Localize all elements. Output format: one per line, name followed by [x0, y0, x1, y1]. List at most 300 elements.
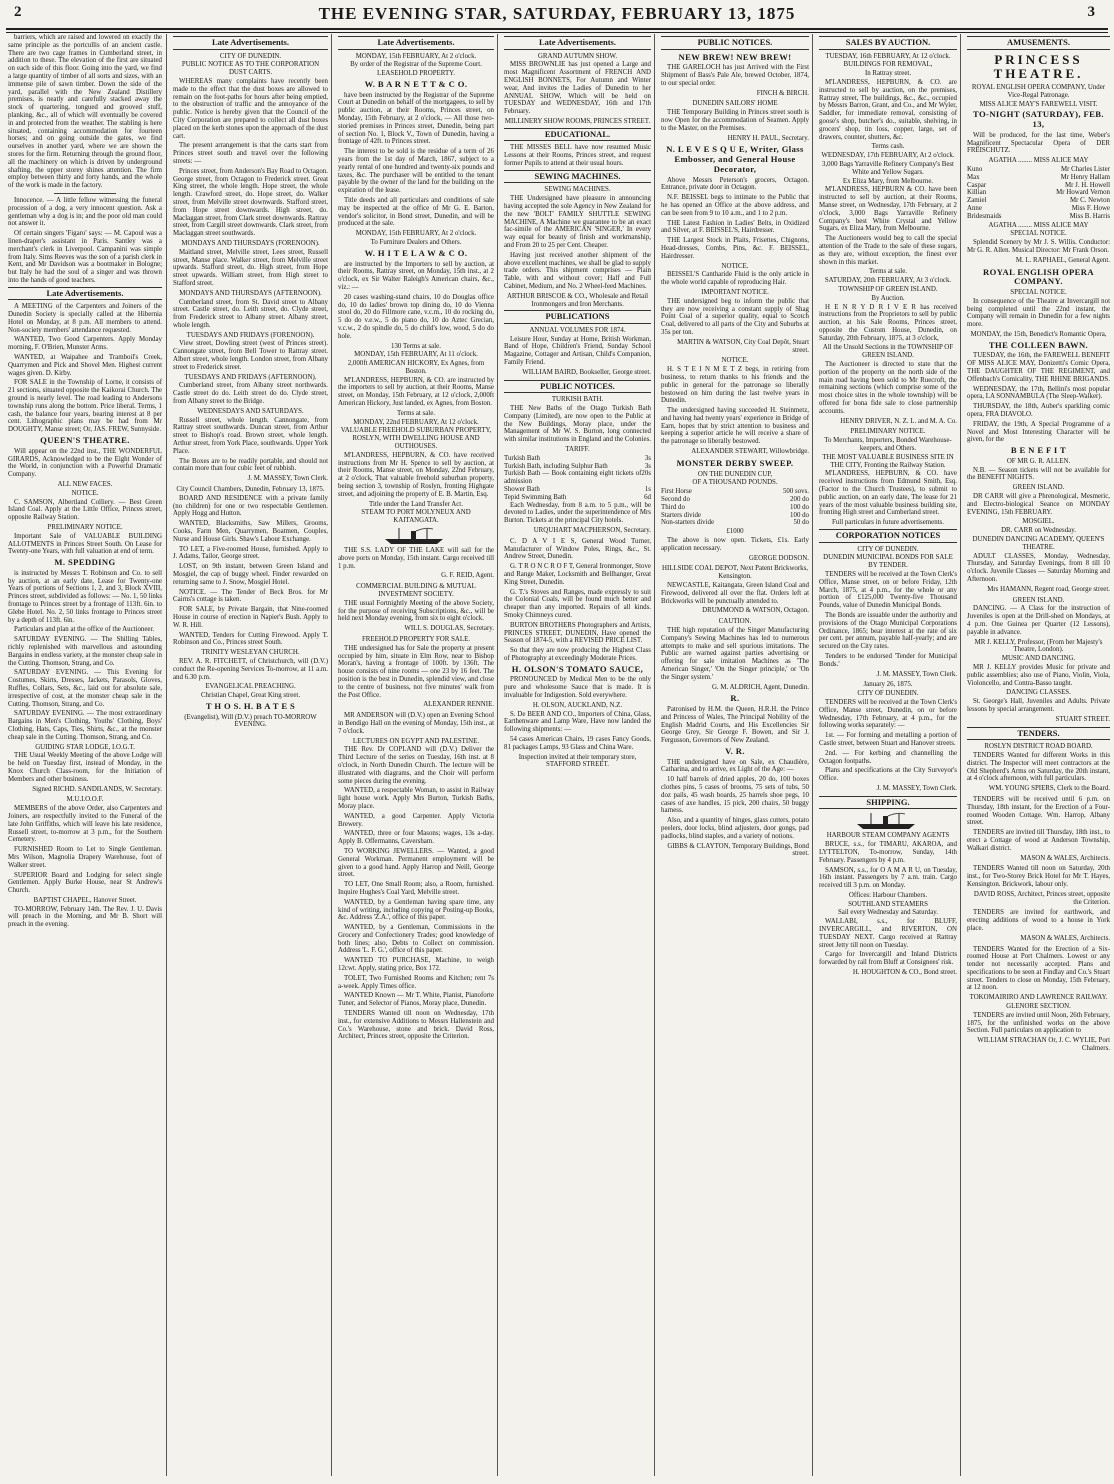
advertisement: SATURDAY EVENING. — This Evening for Costumes, Skirts, Dresses, Jackets, Parasols, Gloves, Ruffles, Collars, Sets, &c., laid out for absolute sale, irrespective of cost, at the monster cheap sale in the Cutting. Thomson, Strang, and Co. — [8, 669, 162, 708]
ad-heading: HILLSIDE COAL DEPOT, Next Patent Brickworks, Kensington. — [661, 565, 809, 581]
ad-heading: GRAND AUTUMN SHOW. — [537, 52, 618, 60]
advertisement: SATURDAY EVENING. — The most extraordinary Bargains in Men's Clothing, Youths' Clothing, Boys' Clothing, Hats, Caps, Ties, Shirts, &c., at the monster cheap sale in the Cutting. Thomson, Strang, and Co. — [8, 710, 162, 741]
ad-text: Sail every Wednesday and Saturday. — [837, 909, 939, 917]
advertisement: TENDERS are invited until Noon, 26th February, 1875, for the unfinished works on the above Section. Full particulars on application to — [967, 1011, 1110, 1035]
ad-heading: PRINCESS THEATRE. — [993, 51, 1084, 82]
advertisement: TO WORKING JEWELLERS. — Wanted, a good General Workman. Permanent employment will be given to a good hand. Apply Harrop and Neill, George street. — [338, 847, 494, 879]
column-3 — [334, 34, 498, 1478]
goods-list: 54 cases American Chairs, 19 cases Fancy Goods, 81 packages Lamps, 93 Glass and China Ware. — [504, 736, 651, 751]
advertisement: The Auctioneers would beg to call the special attention of the Trade to the sale of these sugars, as they are, without exception, the finest ever shown in this market. — [819, 235, 957, 266]
signature: J. M. MASSEY, Town Clerk. — [247, 475, 328, 483]
cast-row — [967, 189, 1110, 197]
cast-line: AGATHA ........ MISS ALICE MAY — [988, 157, 1089, 165]
prize-row — [661, 519, 809, 527]
prize-row — [661, 496, 809, 504]
ad-heading: MUSIC AND DANCING. — [1001, 655, 1076, 663]
ad-text: Ex Eliza Mary, from Melbourne. — [842, 177, 934, 185]
ad-heading: H. OLSON'S TOMATO SAUCE, — [511, 663, 644, 674]
tariff-row-label: Tepid Swimming Bath — [504, 493, 567, 501]
ad-text: In Rattray street. — [864, 70, 912, 78]
ad-heading: NOTICE. — [721, 357, 749, 365]
advertisement: Plans and specifications at the City Surveyor's Office. — [819, 767, 957, 783]
ad-text: Offices: Harbour Chambers. — [848, 891, 928, 899]
advertisement: TENDERS will be received at the Town Clerk's Office, Manse street, Dunedin, on or before Wednesday, 17th February, at 4 p.m., for the following works separately: — — [819, 698, 957, 730]
signature: WILLIAM BAIRD, Bookseller, George street. — [522, 368, 651, 376]
advertisement: Will appear on the 22nd inst., THE WONDERFUL GIRARDS, Acknowledged to be the Eight Wonder of the World, in conjunction with a Powerful Dramatic Company. — [8, 447, 162, 479]
goods-list: 20 cases washing-stand chairs, 10 do Douglas office do, 10 do ladies' brown top dining do, 10 do Vienna stool do, 20 do Fillmore cane, v.c.m., 10 do rocking do, 5 do do v.e.w., 5 do piano do, 10 do Aztec Grecian, v.c.w., 2 do spindle do, 5 do child's low, wood, 5 do do hole. — [338, 293, 494, 340]
tariff-row-value: 3s — [644, 454, 651, 462]
tariff-row — [504, 486, 651, 494]
advertisement: TENDERS Wanted for different Works in this district. The Inspector will meet contractors at the Old Shepherd's Arms on Saturday, the 20th instant, at 4 o'clock afternoon, with full particulars. — [967, 751, 1110, 783]
tariff-row-label: Turkish Bath — [504, 454, 540, 462]
advertisement: MISS BROWNLIE has just opened a Large and most Magnificent Assortment of FRENCH AND ENGLISH BONNETS, For Autumn and Winter wear, And invites the Ladies of Dunedin to her ANNUAL SHOW, Which will be held on TUESDAY and WEDNESDAY, 16th and 17th February. — [504, 61, 651, 116]
prize-row-label: Third do — [661, 503, 685, 511]
signature: MASON & WALES, Architects. — [1020, 854, 1110, 862]
ad-heading: GLENORE SECTION. — [1006, 1003, 1071, 1011]
prize-row-value: 200 do — [790, 495, 809, 503]
advertisement: THE undersigned beg to inform the public that they are now receiving a constant supply of Shag Point Coal of a superior quality, equal to Scotch Coal, delivered to all parts of the City and Suburbs at 35s per ton. — [661, 297, 809, 336]
advertisement: TENDERS Wanted till noon on Saturday, 20th inst., for Two-Storey Brick Hotel for Mr T. Hayes, Kensington. Brickwork, labour only. — [967, 865, 1110, 888]
advertisement: Patronised by H.M. the Queen, H.R.H. the Prince and Princess of Wales, The Principal Nobility of the English Madrid Courts, and His Excellencies Sir George Grey, Sir George F. Bowen, and Sir J. Fergusson, Governors of New Zealand. — [661, 706, 809, 745]
cast-row-value: Mr C. Newton — [1069, 197, 1110, 205]
dateline: MONDAY, 15th FEBRUARY, At 2 o'clock. — [355, 52, 477, 60]
advertisement: THURSDAY, the 18th, Auber's sparkling comic opera, FRA DIAVOLO. — [967, 403, 1110, 418]
royal-arms-emblem: R. — [730, 693, 740, 704]
ad-heading: LEASEHOLD PROPERTY. — [377, 70, 455, 78]
signature: WILL S. DOUGLAS, Secretary. — [404, 625, 494, 633]
ad-text: Terms cash. — [871, 143, 905, 151]
ad-heading: T H O S. H. B A T E S — [205, 700, 296, 711]
ad-heading: TURKISH BATH. — [551, 396, 604, 404]
signature: M. L. RAPHAEL, General Agent. — [1015, 256, 1110, 264]
dateline: City Council Chambers, Dunedin, February 13, 1875. — [176, 486, 325, 494]
advertisement: WANTED, three or four Masons; wages, 13s a-day. Apply B. Offermanns, Caversham. — [338, 830, 494, 846]
advertisement: M'LANDRESS, HEPBURN, & CO. have received instructions from Edmund Smith, Esq. (Factor to the Church Trustees), to submit to public auction, on an early date, The lease for 21 years of the most valuable business building site, fronting High street and Cumberland street. — [819, 470, 957, 517]
signature: WILLIAM STRACHAN Or, J. C. WYLIE, Port Chalmers. — [977, 1037, 1110, 1053]
signature: DAVID ROSS, Architect, Princes street, opposite the Criterion. — [973, 890, 1110, 906]
cast-row-label: Kuno — [967, 165, 983, 173]
ad-text: 130 Terms at sale. — [391, 342, 441, 350]
cast-row — [967, 174, 1110, 182]
ad-heading: SPECIAL NOTICE. — [1010, 288, 1067, 296]
advertisement: THE usual Fortnightly Meeting of the above Society, for the purpose of receiving Subscriptions, &c., will be held next Monday evening, from six to eight o'clock. — [338, 599, 494, 623]
signature: STUART STREET. — [1055, 715, 1110, 723]
advertisement: The Boxes are to be readily portable, and should not contain more than four cubic feet of rubbish. — [173, 457, 328, 473]
section-heading: Late Advertisements. — [338, 36, 494, 50]
ad-heading: CITY OF DUNEDIN. — [219, 52, 282, 60]
advertisement: BOARD AND RESIDENCE with a private family (no children) for one or two respectable Gentlemen. Apply Hogg and Hutton. — [173, 494, 328, 518]
advertisement: TUESDAY, the 16th, the FAREWELL BENEFIT OF MISS ALICE MAY, Donizetti's Comic Opera, THE DAUGHTER OF THE REGIMENT, and Offenbach's Comicality, THE RHINE BRIGANDS. — [967, 352, 1110, 383]
advertisement: FOR SALE, by Private Bargain, that Nine-roomed House in course of erection in Napier's Bush. Apply to W. R. Hill. — [173, 606, 328, 629]
advertisement: Important Sale of VALUABLE BUILDING ALLOTMENTS in Princes Street South. On Lease for Twenty-one Years, with full valuation at end of term. — [8, 532, 162, 556]
advertisement: So that they are now producing the Highest Class of Photography at exceedingly Moderate Prices. — [504, 647, 651, 662]
advertisement: Particulars and plan at the office of the Auctioneer. — [14, 626, 155, 634]
cast-row-label: Killian — [967, 189, 987, 197]
advertisement: MR J. KELLY provides Music for private and public assemblies; also use of Piano, Violin, Viola, Violoncello, and Contra-Basso taught. — [967, 664, 1110, 687]
advertisement: The Auctioneer is directed to state that the portion of the property on the north side of the main road having been sold to Mr Ruecroft, the remaining sections (which comprise some of the most choice sites in the whole township) will be offered for bona fide sale to close partnership accounts. — [819, 361, 957, 415]
advertisement: LOST, on 9th instant, between Green Island and Mosgiel, the cap of buggy wheel. Finder rewarded on returning same to J. Snow, Mosgiel Hotel. — [173, 563, 328, 586]
signature: ARTHUR BRISCOE & CO., Wholesale and Retail Ironmongers and Iron Merchants. — [506, 292, 649, 308]
ad-heading: M.U.I.O.O.F. — [66, 796, 104, 804]
ad-text: (Evangelist), Will (D.V.) preach TO-MORROW EVENING. — [184, 713, 317, 729]
advertisement: Will be produced, for the last time, Weber's Magnificent Spectacular Opera of DER FREISCHUTZ. — [967, 131, 1110, 155]
prize-row — [661, 512, 809, 520]
advertisement: Cargo for Invercargill and Inland Districts forwarded by rail from Bluff at Consignees' risk. — [819, 951, 957, 967]
dateline: MONDAY, 15th FEBRUARY, At 11 o'clock. — [354, 351, 478, 359]
signature: H. HOUGHTON & CO., Bond street. — [852, 969, 957, 977]
ad-heading: MISS ALICE MAY'S FAREWELL VISIT. — [979, 100, 1098, 108]
section-heading: PUBLIC NOTICES. — [504, 380, 651, 394]
advertisement: C. D A V I E S, General Wood Turner, Manufacturer of Window Poles, Rings, &c., St. Andrew Street, Dunedin. — [504, 537, 651, 561]
prize-row-value: 50 do — [793, 519, 809, 527]
steamship-icon — [853, 812, 923, 830]
advertisement: THE Rev. Dr COPLAND will (D.V.) Deliver the Third Lecture of the series on Tuesday, 16th inst. at 8 o'clock, in North Dunedin Church. The lecture will be illustrated with diagrams, and the Choir will perform some pieces during the evening. — [338, 746, 494, 785]
ad-heading: NOTICE. — [71, 489, 99, 497]
prize-row — [661, 488, 809, 496]
advertisement: MR ANDERSON will (D.V.) open an Evening School in Bendigo Hall on the evening of Monday, 15th inst., at 7 o'clock. — [338, 712, 494, 735]
advertisement: BURTON BROTHERS Photographers and Artists, PRINCES STREET, DUNEDIN, Have opened the Season of 1874-5, with a REVISED PRICE LIST. — [504, 621, 651, 645]
section-heading: CORPORATION NOTICES — [819, 529, 957, 543]
advertisement: N.B. — Season tickets will not be available for the BENEFIT NIGHTS. — [967, 466, 1110, 482]
advertisement: M'LANDRESS, HEPBURN, & CO. are instructed by the importers to sell by auction, at their Rooms, Manse street, on Monday, 15th February, at 12 o'clock, 2,000ft American Hickory, Just landed, ex Agnes, from Boston. — [338, 376, 494, 408]
advertisement: A MEETING of the Carpenters and Joiners of the Dunedin Society is specially called at the Hibernia Hotel on Monday, at 8 p.m. All members to attend. Non-society members' attendance requested. — [8, 303, 162, 334]
ad-text: MONDAY, the 15th, Benedict's Romantic Opera, — [970, 330, 1107, 338]
ad-heading: ON THE DUNEDIN CUP, — [697, 470, 773, 478]
dateline: SATURDAY, 20th FEBRUARY, At 3 o'clock. — [824, 277, 952, 285]
ad-heading: PRELIMINARY NOTICE. — [47, 523, 123, 531]
advertisement: FRIDAY, the 19th, A Special Programme of a Novel and Most Interesting Character will be given, for the — [967, 420, 1110, 444]
advertisement: NOTICE. — The Tender of Beck Bros. for Mr Cairns's cottage is taken. — [173, 588, 328, 604]
ad-heading: THE COLLEEN BAWN. — [988, 339, 1089, 350]
advertisement: WANTED, a respectable Woman, to assist in Railway light house work. Apply Mrs Burton, Turkish Baths, Moray place. — [338, 787, 494, 810]
prize-table — [661, 488, 809, 527]
ad-text: Full particulars in future advertisements. — [832, 519, 944, 527]
advertisement: THE undersigned have on Sale, ex Chaudière, Catharina, and to arrive, ex Light of the Age: — — [661, 758, 809, 774]
signature: WM. YOUNG SPIERS, Clerk to the Board. — [988, 785, 1110, 793]
ad-heading: TOWNSHIP OF GREEN ISLAND. — [838, 285, 938, 293]
advertisement: WALLABI, s.s., for BLUFF, INVERCARGILL, and RIVERTON, ON TUESDAY NEXT. Cargo received at Rattray street Jetty till noon on Tuesday. — [819, 918, 957, 949]
street-list: Russell street, whole length. Cannongate, from Rattray street southwards. Duncan street, from Arthur street to Bishop's road. Brown street, whole length. Arthur street, from York Place, southwards. Upper York Place. — [173, 416, 328, 455]
section-heading: Late Advertisements. — [8, 287, 162, 301]
prize-row-label: Non-starters divide — [661, 519, 715, 527]
ad-heading: MONSTER DERBY SWEEP. — [676, 457, 794, 468]
goods-list: 10 half barrels of dried apples, 20 do, 100 boxes clothes pins, 5 cases of brooms, 75 sets of tubs, 50 doz pails, 45 wash boards, 25 barrels shoe pegs, 10 cases of axe handles, 15 pick, 200 chairs, 50 buggy harness. — [661, 776, 809, 815]
section-heading: Late Advertisements. — [504, 36, 651, 50]
ad-heading: TO-NIGHT (SATURDAY), FEB. 13, — [973, 109, 1104, 130]
advertisement: THE high reputation of the Singer Manufacturing Company's Sewing Machines has led to numerous attempts to make and sell spurious imitations. The Public are warned against parties advertising or offering for sale imitation Machines as 'The American Singer,' 'On the Singer principle,' or 'On the Singer system.' — [661, 626, 809, 681]
tariff-row — [504, 455, 651, 463]
ad-heading: NOTICE. — [721, 262, 749, 270]
ad-heading: MONDAYS AND THURSDAYS (AFTERNOON). — [179, 289, 322, 297]
ad-heading: M. SPEDDING — [54, 557, 116, 568]
column-5 — [657, 34, 813, 1478]
dateline: MONDAY, 22nd FEBRUARY, At 12 o'clock. — [353, 418, 479, 426]
prize-row — [661, 504, 809, 512]
ad-heading: W. B A R N E T T & C O. — [364, 78, 468, 89]
article-text: Of certain singers 'Figaro' says: — M. Capoul was a linen-draper's assistant in Paris. Santley was a merchant's clerk in Liverpool. Campanini was simple from Italy. Sims Reeves was the son of a parish clerk in Kent, and Mr Davidson was a bootmaker in Bologne; but Italy he had the soul of a singer and was thrown into the hands of good teachers. — [8, 230, 162, 284]
advertisement: THE Undersigned have pleasure in announcing having accepted the sole Agency in New Zealand for the new 'BOLT' FAMILY SHUTTLE SEWING MACHINE, A Machine we guarantee to be an exact fac-simile of the AMERICAN 'SINGER,' In every way equal for beauty of finish and workmanship, and From 20 to 25 per Cent. Cheaper. — [504, 195, 651, 249]
tariff-row — [504, 494, 651, 502]
ad-heading: TOKOMAIRIRO AND LAWRENCE RAILWAY. — [969, 994, 1108, 1002]
signature: FINCH & BIRCH. — [756, 89, 809, 97]
advertisement: TENDERS Wanted till noon on Wednesday, 17th inst., for extensive Additions to Messrs Hallenstein and Co.'s Warehouse, stone and brick. David Ross, Architect, Princes street, opposite the Criterion. — [338, 1010, 494, 1041]
ad-heading: SEWING MACHINES. — [544, 186, 611, 194]
ad-heading: SPECIAL NOTICE. — [1010, 230, 1067, 238]
ad-text: Inspection invited at their temporary store, STAFFORD STREET. — [518, 753, 637, 769]
advertisement: SATURDAY EVENING. — The Shilling Tables, richly replenished with marvellous and astounding Bargains in endless variety, at the monster cheap sale in the Cutting. Thomson, Strang, and Co. — [8, 636, 162, 667]
street-list: Maitland street, Melville street, Lees street, Russell street, Manse place. Walker street, from Melville street upwards. Stafford street, do. High street, from Hope street upwards. William street, from High street to Stafford street. — [173, 248, 328, 287]
tariff-row — [504, 463, 651, 471]
ad-heading: BAPTIST CHAPEL, Hanover Street. — [33, 896, 137, 904]
advertisement: SUPERIOR Board and Lodging for select single Gentlemen. Apply Burke House, near St Andrew's Church. — [8, 871, 162, 895]
advertisement: Splendid Scenery by Mr J. S. Willis. Conductor: Mr G. R. Allen. Musical Director: Mr Frank Orson. — [967, 239, 1110, 254]
ad-heading: TRINITY WESLEYAN CHURCH. — [201, 649, 300, 657]
advertisement: SAMSON, s.s., for O A M A R U, on Tuesday, 16th instant. Passengers by 7 a.m. train. Cargo received till 3 p.m. on Monday. — [819, 866, 957, 890]
advertisement: The Bonds are issuable under the authority and provisions of the Otago Municipal Corporations Ordinance, 1865; bear interest at the rate of six per cent. per annum, payable half-yearly; and are secured on the City rates. — [819, 611, 957, 651]
ad-heading: THE MOST VALUABLE BUSINESS SITE IN THE CITY, Fronting the Railway Station. — [822, 453, 954, 469]
advertisement: WANTED, by a Gentleman, Commissions in the Grocery and Confectionery Trades; good knowledge of both lines; also, Debts to Collect on commission. Address 'L. F. G.', office of this paper. — [338, 924, 494, 955]
advertisement: REV. A. R. FITCHETT, of Christchurch, will (D.V.) conduct the Re-opening Services To-morrow, at 11 a.m. and 6.30 p.m. — [173, 657, 328, 681]
ad-heading: VALUABLE FREEHOLD SUBURBAN PROPERTY, ROSLYN, WITH DWELLING HOUSE AND OUTHOUSES. — [340, 427, 492, 451]
prize-total: £1000 — [726, 528, 744, 536]
column-7 — [963, 34, 1114, 1478]
advertisement: TENDERS will be received at the Town Clerk's Office, Manse street, on or before Friday, 12th March, 1875, at 4 p.m., for the whole or any portion of £125,000 Twenty-five Thousand Pounds, value of Dunedin Municipal Bonds. — [819, 571, 957, 610]
advertisement: The above is now open. Tickets, £1s. Early application necessary. — [661, 536, 809, 552]
ad-heading: ROYAL ENGLISH OPERA COMPANY, Under Vice-Regal Patronage. — [971, 83, 1106, 99]
ad-heading: ALL NEW FACES. — [57, 480, 113, 488]
section-heading: Late Advertisements. — [173, 36, 328, 50]
ad-heading: All the Unsold Sections in the TOWNSHIP OF GREEN ISLAND. — [822, 344, 954, 360]
tariff-row-value: 20s — [641, 470, 651, 478]
advertisement: TO-MORROW, February 14th. The Rev. J. U. Davis will preach in the Morning, and Mr B. Short will preach in the evening. — [8, 905, 162, 929]
ad-heading: PRELIMINARY NOTICE. — [850, 428, 926, 436]
advertisement: are instructed by the Importers to sell by auction, at their Rooms, Rattray street, on Monday, 15th inst., at 2 o'clock, ex Sir Walter Raleigh's American chairs, &c., viz.: — — [338, 260, 494, 291]
signature: H. OLSON, AUCKLAND, N.Z. — [532, 701, 623, 709]
advertisement: DANCING. — A Class for the instruction of Juveniles is open at the Drill-shed on Mondays, at 4 p.m. One Guinea per Quarter (12 Lessons), payable in advance. — [967, 605, 1110, 636]
cast-line: AGATHA ........ MISS ALICE MAY — [988, 221, 1089, 229]
advertisement: WANTED, by a Gentleman having spare time, any kind of writing, including copying or Posting-up Books, &c. Address 'Z.A.', office of this paper. — [338, 898, 494, 922]
ad-heading: NEW BREW! NEW BREW! — [678, 51, 792, 62]
signature: ALEXANDER RENNIE. — [423, 701, 494, 709]
signature: GEORGE DODSON. — [748, 554, 809, 562]
column-4 — [500, 34, 655, 1478]
street-list: Cumberland street, from Albany street northwards. Castle street do do. Leith street do do. Clyde street, from Albany street to the Bridge. — [173, 382, 328, 406]
prize-row-label: Starters divide — [661, 511, 701, 519]
advertisement: THE MISSES BELL have now resumed Music Lessons at their Rooms, Princes street, and request former Pupils to attend at their usual hours. — [504, 144, 651, 167]
ad-text: Title under the Land Transfer Act. — [369, 500, 463, 508]
advertisement: Having just received another shipment of the above excellent machines, we shall be glad to supply trade orders. This shipment comprises — Plain Table, with and without cover; Half and Full Cabinet, Medium, and No. 2 Wheel-feed Machines. — [504, 251, 651, 290]
ad-heading: FREEHOLD PROPERTY FOR SALE. — [361, 636, 471, 643]
article-text: Innocence. — A little fellow witnessing the funeral procession of a dog, a very innocent question. Ask a gentleman why a dog is in; and the poor old man could not answer it. — [8, 196, 162, 228]
signature: MR J. KELLY, Professor, (From her Majesty's Theatre, London). — [974, 638, 1103, 654]
ad-heading: W. H I T E L A W & C O. — [364, 247, 468, 258]
tariff-row-label: Turkish Bath — Book containing eight tickets of admission — [504, 470, 642, 486]
ad-heading: To Furniture Dealers and Others. — [370, 239, 462, 247]
dateline: WEDNESDAY, 17th FEBRUARY, At 2 o'clock. — [821, 152, 955, 160]
ad-heading: GUIDING STAR LODGE, I.O.G.T. — [35, 743, 135, 751]
book-list: Leisure Hour, Sunday at Home, British Workman, Band of Hope, Children's Friend, Sunday School Magazine, Cottager and Artisan, Child's Companion, Family Friend. — [504, 335, 651, 367]
signature: MASON & WALES, Architects. — [1020, 934, 1110, 942]
prize-row-value: 100 do — [790, 503, 809, 511]
ad-heading: BUILDINGS FOR REMOVAL, — [843, 61, 933, 69]
advertisement: WANTED, at Waipahee and Tramboil's Creek, Quarrymen and Pick and Shovel Men. Highest current wages given. D. Kirby. — [8, 354, 162, 377]
ad-text: By order of the Registrar of the Supreme Court. — [350, 61, 482, 69]
cast-row-label: Zamiel — [967, 197, 987, 205]
advertisement: THE Latest Fashion in Ladies' Belts, in Oxidized and Silver, at F. BEISSEL'S, Hairdresser. — [661, 219, 809, 235]
advertisement: WHEREAS many complaints have recently been made to the effect that the dust boxes are allowed to remain on the foot-paths for hours after being emptied, to the obstruction of traffic and the annoyance of the public. Notice is hereby given that the Council of the City Corporation are prepared to collect all dust boxes placed on the kerb stones upon the approach of the dust cart. — [173, 77, 328, 140]
ad-heading: DUNEDIN SAILORS' HOME — [692, 100, 778, 108]
tariff-row-value: 6d — [644, 493, 651, 501]
tariff-row — [504, 470, 651, 486]
masthead-title: THE EVENING STAR, SATURDAY, FEBRUARY 13, 1875 — [318, 4, 796, 23]
advertisement: MEMBERS of the above Order, also Carpenters and Joiners, are respectfully invited to the Funeral of the late John Griffiths, which will leave his late residence, Russell street, to-morrow at 3 p.m., for the Southern Cemetery. — [8, 805, 162, 844]
section-heading: AMUSEMENTS. — [967, 36, 1110, 50]
advertisement: WANTED, Two Good Carpenters. Apply Monday morning, F. O'Brien, Munster Arms. — [8, 336, 162, 352]
section-heading: PUBLIC NOTICES. — [661, 36, 809, 50]
advertisement: G. T.'s Stoves and Ranges, made expressly to suit the Colonial Coals, will be found much better and cheaper than any imported. Repairs of all kinds. Smoky Chimneys cured. — [504, 588, 651, 619]
royal-monogram: V. R. — [725, 745, 745, 756]
advertisement: THE undersigned has for Sale the property at present occupied by him, situate in Elm Row, near to Bishop Moran's, having a frontage of 100ft. by 136ft. The house consists of nine rooms — one 23 by 16 feet. The position is the best in Dunedin, splendid view, and close to the centre of business, not five minutes' walk from the Post Office. — [338, 644, 494, 699]
ad-heading: GREEN ISLAND. — [1012, 596, 1065, 604]
advertisement: 1st. — For forming and metalling a portion of Castle street, between Stuart and Hanover streets. — [819, 732, 957, 747]
prize-row-label: First Horse — [661, 488, 692, 496]
advertisement: PRONOUNCED by Medical Men to be the only pure and wholesome Sauce that is made. It is invaluable for Indigestion. Sold everywhere. — [504, 676, 651, 700]
column-1 — [4, 34, 166, 1478]
page-number-right: 3 — [1087, 4, 1096, 20]
ad-heading: ANNUAL VOLUMES FOR 1874. — [529, 326, 626, 334]
ad-heading: DUNEDIN MUNICIPAL BONDS FOR SALE BY TENDER. — [823, 554, 953, 570]
advertisement: Each Wednesday, from 8 a.m. to 5 p.m., will be devoted to Ladies, under the superintendence of Mrs Burton. Tickets at the principal City hotels. — [504, 501, 651, 525]
advertisement: The undersigned having succeeded H. Steinmetz, and having had twenty years' experience in Bridge of Earn, hopes that by strict attention to business and keeping a superior article he will receive a share of the patronage so liberally bestowed. — [661, 407, 809, 446]
cast-row-value: Miss F. Howe — [1071, 204, 1110, 212]
ad-text: Terms at sale. — [397, 409, 435, 417]
signature: HENRY H. PAUL, Secretary. — [727, 134, 809, 142]
advertisement: H. S T E I N M E T Z begs, in retiring from business, to return thanks to his friends and the public in general for the patronage so liberally bestowed on him during the last twelve years in Dunedin. — [661, 366, 809, 405]
advertisement: WANTED, Blacksmiths, Saw Millers, Grooms, Cooks, Farm Men, Quarrymen, Boatmen, Couples, Nurse and House Girls. Shaw's Labour Exchange. — [173, 520, 328, 543]
signature: MARTIN & WATSON, City Coal Depôt, Stuart street. — [677, 338, 809, 354]
cast-row-label: Max — [967, 173, 980, 181]
ad-text: DR. CARR on Wednesday. — [1001, 527, 1076, 535]
ad-heading: COMMERCIAL BUILDING & MUTUAL INVESTMENT SOCIETY. — [356, 583, 476, 599]
cast-row-value: Mr Henry Hallam — [1060, 173, 1110, 181]
tariff-row-value: 3s — [644, 462, 651, 470]
cast-row-value: Mr Charles Lister — [1061, 165, 1110, 173]
signature: GIBBS & CLAYTON, Temporary Buildings, Bond street. — [667, 842, 809, 858]
signature: Signed RICHD. SANDILANDS, W. Secretary. — [32, 785, 162, 793]
advertisement: TENDERS are invited for earthwork, and erecting additions of wood to a house in York place. — [967, 909, 1110, 932]
ad-text: OF MR G. R. ALLEN. — [1006, 457, 1071, 465]
advertisement: THE Usual Weekly Meeting of the above Lodge will be held on Tuesday first, instead of Monday, in the Knox Church Class-room, for the Initiation of Members and other business. — [8, 752, 162, 783]
cast-row-label: Anne — [967, 204, 982, 212]
signature: URQUHART MACPHERSON, Secretary. — [533, 527, 651, 535]
advertisement: TOLET, Two Furnished Rooms and Kitchen; rent 7s a-week. Apply Times office. — [338, 974, 494, 990]
cast-row-value: Mr Howard Vernon — [1056, 189, 1110, 197]
advertisement: WANTED, Tenders for Cutting Firewood. Apply T. Robinson and Co., Princes street South. — [173, 631, 328, 647]
ad-heading: STEAM TO PORT MOLYNEUX AND KAITANGATA. — [361, 509, 471, 525]
ad-heading: MONDAYS AND THURSDAYS (FORENOON). — [181, 239, 320, 247]
signature: DRUMMOND & WATSON, Octagon. — [702, 607, 809, 615]
ad-heading: CAUTION. — [718, 618, 752, 626]
advertisement: M'LANDRESS, HEPBURN, & CO. have received instructions from Mr H. Spence to sell by auction, at their Rooms, Manse street, on Monday, 22nd February, at 2 o'clock, That valuable freehold suburban property, being section 3, township of Roslyn, fronting Highgate street, and adjoining the property of E. B. Martin, Esq. — [338, 451, 494, 498]
signature: Mrs HAMANN, Regent road, George street. — [987, 585, 1110, 593]
dateline: January 26, 1875. — [863, 681, 913, 689]
cast-row-value: Miss B. Harris — [1069, 212, 1110, 220]
ad-heading: MOSGIEL. — [1022, 518, 1055, 526]
advertisement: THE New Baths of the Otago Turkish Bath Company (Limited), are now open to the Public at the New Buildings, Moray place, under the Management of Mr W. S. Burton, long connected with similar institutions in England and the Colonies. — [504, 405, 651, 444]
advertisement: TENDERS will be received until 6 p.m. on Thursday, 18th instant, for the Erection of a Four-roomed Wooden Cottage. Wm. Harrop, Albany street. — [967, 795, 1110, 827]
masthead — [0, 4, 1114, 26]
advertisement: THE Largest Stock in Plaits, Frisettes, Chignons, Head-dresses, Combs, Pins, &c. F. BEISSEL, Hairdresser. — [661, 237, 809, 260]
column-divider — [166, 34, 167, 1476]
column-2 — [169, 34, 332, 1478]
advertisement: THE S.S. LADY OF THE LAKE will sail for the above ports on Monday, 15th instant. Cargo received till 1 p.m. — [338, 547, 494, 570]
steamship-icon — [381, 527, 451, 545]
advertisement: Tenders to be endorsed 'Tender for Municipal Bonds.' — [819, 652, 957, 668]
cast-table — [967, 166, 1110, 221]
prize-row-value: 500 sovs. — [782, 488, 809, 496]
signature: G. M. ALDRICH, Agent, Dunedin. — [711, 683, 809, 691]
advertisement: St. George's Hall, Juveniles and Adults. Private lessons by special arrangement. — [967, 698, 1110, 713]
ad-heading: CITY OF DUNEDIN. — [857, 545, 919, 553]
tariff-row-label: Shower Bath — [504, 486, 540, 494]
cast-row-label: Bridesmaids — [967, 212, 1002, 220]
ad-heading: TUESDAYS AND FRIDAYS (FORENOON). — [186, 331, 315, 339]
cast-row — [967, 205, 1110, 213]
advertisement: have been instructed by the Registrar of the Supreme Court at Dunedin on behalf of the mortgagees, to sell by public auction, at their Rooms, Princes street, on Monday, 15th February, at 2 o'clock, — All those two-storied premises in Princes street, Dunedin, being part of section No. 1, Block V., Town of Dunedin, having a frontage of 42ft. to Princes street. — [338, 91, 494, 146]
ad-text: To Merchants, Importers, Bonded Warehouse-keepers, and Others. — [824, 437, 952, 453]
tariff-row-value: 1s — [644, 486, 651, 494]
divider — [54, 193, 116, 194]
advertisement: C. SAMSON, Albertland Colliery. — Best Green Island Coal. Apply at the Little Office, Princes street, opposite Railway Station. — [8, 498, 162, 522]
section-heading: SALES BY AUCTION. — [819, 36, 957, 50]
ad-heading: 3,000 Bags Yarraville Refinery Company's Best White and Yellow Sugars. — [822, 160, 954, 176]
advertisement: WANTED Known — Mr T. White, Pianist, Pianoforte Tuner, and Selector of Pianos, Moray place, Dunedin. — [338, 992, 494, 1008]
advertisement: Also, and a quantity of hinges, glass cutters, potato peelers, door locks, blind adjusters, door gongs, pad padlocks, blind staples, and a variety of notions. — [661, 817, 809, 840]
advertisement: TENDERS are invited till Thursday, 18th inst., to erect a Cottage of wood at Anderson Township, Walkari district. — [967, 829, 1110, 852]
advertisement: N.F. BEISSEL begs to intimate to the Public that he has opened an Office at the above address, and can be seen from 9 to 10 a.m., and 1 to 2 p.m. — [661, 194, 809, 217]
signature: HENRY DRIVER, N. Z. L. and M. A. Co. — [840, 417, 957, 425]
cast-row-value: Mr J. H. Howell — [1065, 181, 1110, 189]
ad-heading: 2,000ft AMERICAN HICKORY, Ex Agnes, from Boston. — [347, 360, 485, 375]
ad-heading: N. L E V E S Q U E, Writer, Glass Embosser, and General House Decorator, — [666, 144, 804, 174]
cast-row — [967, 182, 1110, 190]
section-heading: SHIPPING. — [819, 796, 957, 810]
ad-heading: OF A THOUSAND POUNDS. — [692, 479, 778, 487]
advertisement: BEISSEL'S Cantharide Fluid is the only article in the whole world capable of reproducing Hair. — [661, 271, 809, 287]
masthead-rule — [6, 28, 1108, 33]
signature: J. M. MASSEY, Town Clerk. — [876, 784, 957, 792]
ad-heading: ROSLYN DISTRICT ROAD BOARD. — [984, 743, 1093, 751]
dateline: TUESDAY, 16th FEBRUARY, At 12 o'clock. — [825, 52, 951, 60]
signature: G. F. REID, Agent. — [441, 572, 494, 580]
cast-row — [967, 166, 1110, 174]
advertisement: FURNISHED Room to Let to Single Gentleman. Mrs Wilson, Magnolia Drapery Warehouse, foot of Walker street. — [8, 846, 162, 869]
section-heading: EDUCATIONAL. — [504, 128, 651, 142]
ad-heading: DANCING CLASSES. — [1006, 689, 1071, 697]
cast-row — [967, 197, 1110, 205]
article-text: barriers, which are raised and lowered on exactly the same principle as the portcullis of an ancient castle. There are two cage frames in Cumberland street, in addition to these. The elevation of the first are situated on each side of this floor. Going into the yard, we find a large quantity of timber of all sorts and sizes, with an immense pile of sawn timber. Down the side of the yard, parallel with the New Zealand Distillery premises, is neatly and carefully stacked away the stock of quartering, tongued and grooved stuff, planking, &c., all of which will eventually be covered in and protected from the weather. The stabling is here situated, containing accommodation for fourteen horses; and on going outside the gates, we find ourselves in another yard, where we are shown the stores for the firm. Returning through the ground floor, all the machinery on which is driven by underground shafting, the upper storey shines attention. The firm employ between thirty and forty hands, and the whole of the work is made in the factory. — [8, 34, 162, 190]
ad-heading: MILLINERY SHOW ROOMS, PRINCES STREET. — [504, 117, 651, 125]
ad-heading: TUESDAYS AND FRIDAYS (AFTERNOON). — [184, 373, 317, 381]
ad-heading: PUBLIC NOTICE AS TO THE CORPORATION DUST CARTS. — [181, 61, 320, 77]
ad-heading: B E N E F I T — [1010, 445, 1067, 456]
prize-row-label: Second do — [661, 495, 690, 503]
advertisement: G. T R O N C R O F T, General Ironmonger, Stove and Range Maker, Locksmith and Bellhanger, Great King Street, Dunedin. — [504, 563, 651, 586]
advertisement: M'LANDRESS, HEPBURN & CO. have been instructed to sell by auction, at their Rooms, Manse street, on Wednesday, 17th February, at 2 o'clock, 3,000 Bags Yarraville Refinery Company's best White Crystal and Yellow Sugars, ex Eliza Mary, from Melbourne. — [819, 186, 957, 233]
section-heading: SEWING MACHINES. — [504, 170, 651, 184]
advertisement: TO LET, One Small Room; also, a Room, furnished. Inquire Hughes's Coal Yard, Melville street. — [338, 881, 494, 896]
advertisement: TENDERS Wanted for the Erection of a Six-roomed House at Port Chalmers. Lowest or any tender not necessarily accepted. Plans and specifications to be seen at Findlay and Co.'s Stuart street. Tenders to close on Monday, 15th February, at 12 noon. — [967, 945, 1110, 992]
